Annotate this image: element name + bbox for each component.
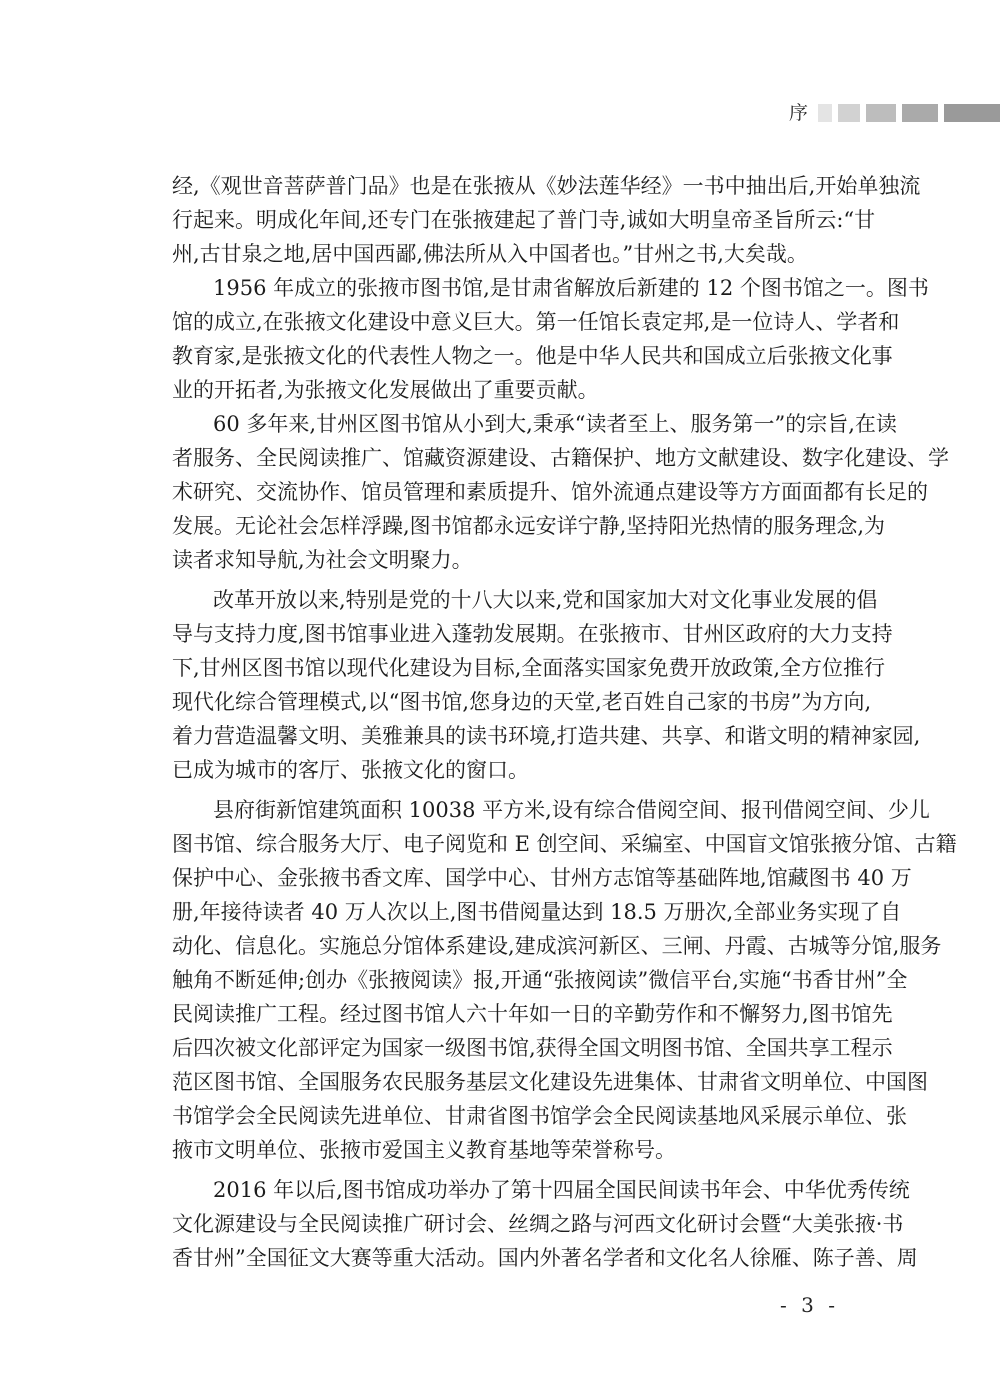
text-line: 术研究、交流协作、馆员管理和素质提升、馆外流通点建设等方方面面都有长足的 [172,480,928,504]
text-line: 动化、信息化。实施总分馆体系建设,建成滨河新区、三闸、丹霞、古城等分馆,服务 [172,934,942,958]
header-block [902,104,938,122]
text-line: 2016 年以后,图书馆成功举办了第十四届全国民间读书年会、中华优秀传统 [213,1178,910,1202]
header-block [866,104,896,122]
text-line: 发展。无论社会怎样浮躁,图书馆都永远安详宁静,坚持阳光热情的服务理念,为 [172,514,886,538]
text-line: 后四次被文化部评定为国家一级图书馆,获得全国文明图书馆、全国共享工程示 [172,1036,893,1060]
header-block [818,104,832,122]
text-line: 业的开拓者,为张掖文化发展做出了重要贡献。 [172,378,599,402]
text-line: 经,《观世音菩萨普门品》也是在张掖从《妙法莲华经》一书中抽出后,开始单独流 [172,174,921,198]
text-line: 书馆学会全民阅读先进单位、甘肃省图书馆学会全民阅读基地风采展示单位、张 [172,1104,907,1128]
section-title: 序 [789,102,809,124]
text-line: 馆的成立,在张掖文化建设中意义巨大。第一任馆长袁定邦,是一位诗人、学者和 [172,310,900,334]
text-line: 行起来。明成化年间,还专门在张掖建起了普门寺,诚如大明皇帝圣旨所云:“甘 [172,208,876,232]
text-line: 触角不断延伸;创办《张掖阅读》报,开通“张掖阅读”微信平台,实施“书香甘州”全 [172,968,908,992]
text-line: 者服务、全民阅读推广、馆藏资源建设、古籍保护、地方文献建设、数字化建设、学 [172,446,949,470]
header-block [838,104,860,122]
text-line: 现代化综合管理模式,以“图书馆,您身边的天堂,老百姓自己家的书房”为方向, [172,690,872,714]
text-line: 教育家,是张掖文化的代表性人物之一。他是中华人民共和国成立后张掖文化事 [172,344,893,368]
page-number: - 3 - [780,1293,839,1317]
text-line: 60 多年来,甘州区图书馆从小到大,秉承“读者至上、服务第一”的宗旨,在读 [213,412,897,436]
text-line: 导与支持力度,图书馆事业进入蓬勃发展期。在张掖市、甘州区政府的大力支持 [172,622,893,646]
text-line: 图书馆、综合服务大厅、电子阅览和 E 创空间、采编室、中国盲文馆张掖分馆、古籍 [172,832,957,856]
text-line: 县府街新馆建筑面积 10038 平方米,设有综合借阅空间、报刊借阅空间、少儿 [213,798,930,822]
header-block [944,104,1000,122]
text-line: 文化源建设与全民阅读推广研讨会、丝绸之路与河西文化研讨会暨“大美张掖·书 [172,1212,904,1236]
text-line: 州,古甘泉之地,居中国西鄙,佛法所从入中国者也。”甘州之书,大矣哉。 [172,242,808,266]
text-line: 范区图书馆、全国服务农民服务基层文化建设先进集体、甘肃省文明单位、中国图 [172,1070,928,1094]
text-line: 香甘州”全国征文大赛等重大活动。国内外著名学者和文化名人徐雁、陈子善、周 [172,1246,918,1270]
text-line: 已成为城市的客厅、张掖文化的窗口。 [172,758,529,782]
text-line: 保护中心、金张掖书香文库、国学中心、甘州方志馆等基础阵地,馆藏图书 40 万 [172,866,912,890]
text-line: 改革开放以来,特别是党的十八大以来,党和国家加大对文化事业发展的倡 [213,588,878,612]
text-line: 下,甘州区图书馆以现代化建设为目标,全面落实国家免费开放政策,全方位推行 [172,656,886,680]
text-line: 册,年接待读者 40 万人次以上,图书借阅量达到 18.5 万册次,全部业务实现了自 [172,900,902,924]
text-line: 读者求知导航,为社会文明聚力。 [172,548,473,572]
text-line: 1956 年成立的张掖市图书馆,是甘肃省解放后新建的 12 个图书馆之一。图书 [213,276,929,300]
text-line: 着力营造温馨文明、美雅兼具的读书环境,打造共建、共享、和谐文明的精神家园, [172,724,921,748]
text-line: 民阅读推广工程。经过图书馆人六十年如一日的辛勤劳作和不懈努力,图书馆先 [172,1002,893,1026]
text-line: 掖市文明单位、张掖市爱国主义教育基地等荣誉称号。 [172,1138,676,1162]
